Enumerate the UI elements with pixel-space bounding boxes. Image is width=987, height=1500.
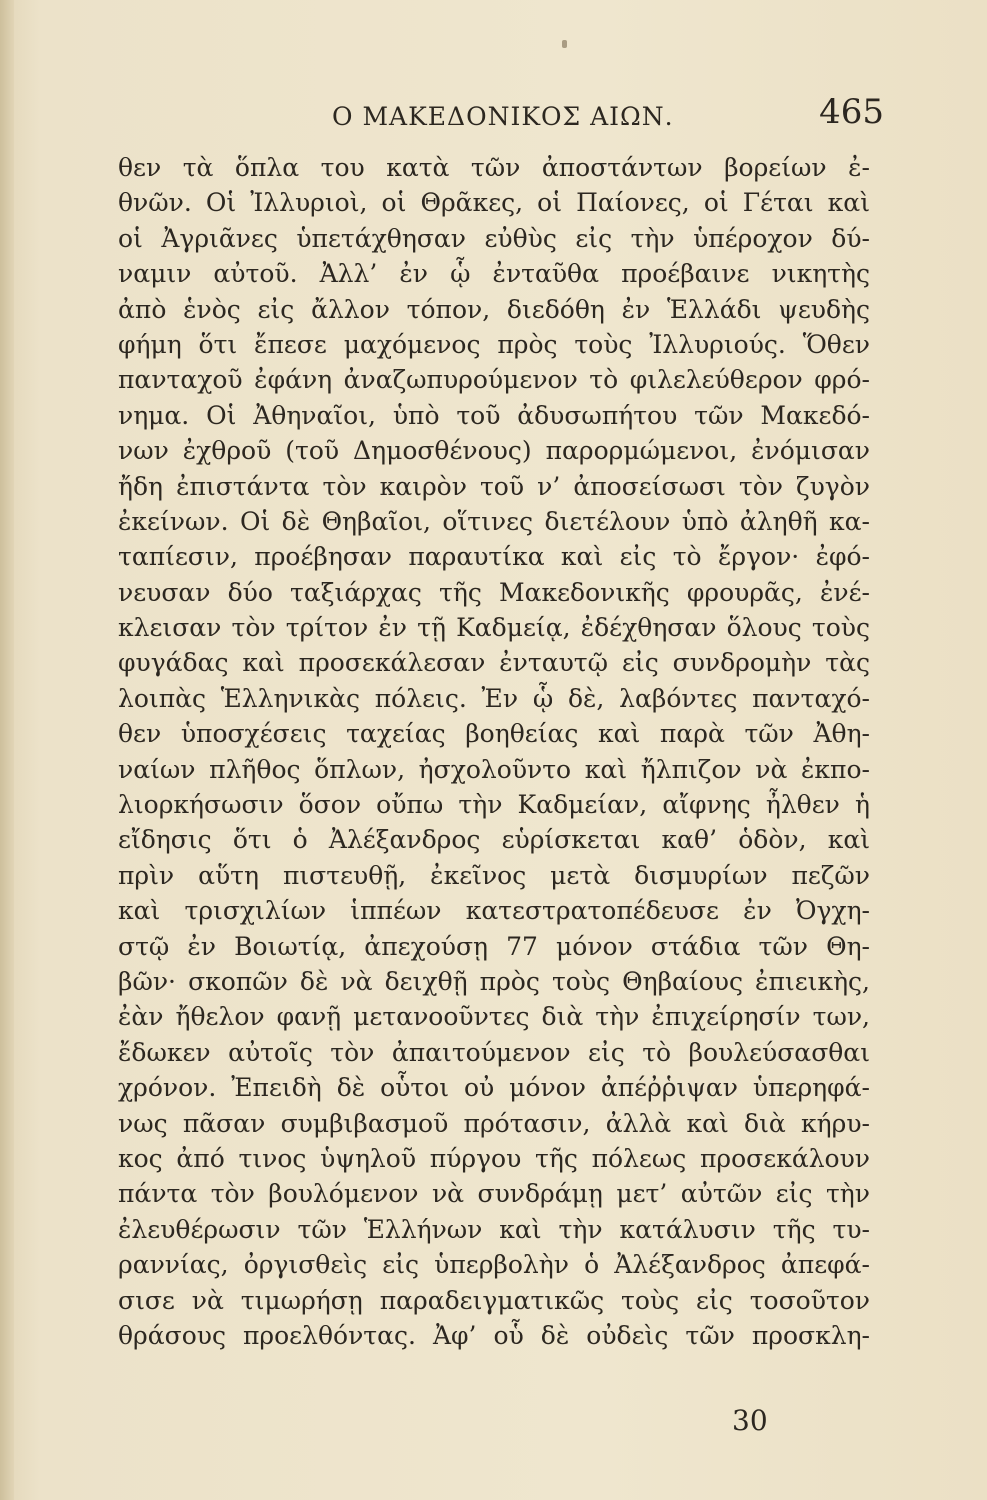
text-line: νημα. Οἱ Ἀθηναῖοι, ὑπὸ τοῦ ἀδυσωπήτου τῶν Μακεδό- [118,400,870,430]
text-line: κος ἀπό τινος ὑψηλοῦ πύργου τῆς πόλεως προσεκάλουν [118,1143,870,1173]
text-line: κλεισαν τὸν τρίτον ἐν τῇ Καδμείᾳ, ἐδέχθησαν ὅλους τοὺς [118,613,870,643]
ink-speck [562,40,567,48]
text-line: λοιπὰς Ἑλληνικὰς πόλεις. Ἐν ᾧ δὲ, λαβόντες πανταχό- [118,683,870,713]
running-title: Ο ΜΑΚΕΔΟΝΙΚΟΣ ΑΙΩΝ. [332,102,674,131]
text-line: ἐλευθέρωσιν τῶν Ἑλλήνων καὶ τὴν κατάλυσιν τῆς τυ- [118,1214,870,1244]
text-line: θράσους προελθόντας. Ἀφ’ οὗ δὲ οὐδεὶς τῶν προσκλη- [118,1320,870,1350]
text-line: πανταχοῦ ἐφάνη ἀναζωπυρούμενον τὸ φιλελεύθερον φρό- [118,365,870,395]
text-line: λιορκήσωσιν ὅσον οὔπω τὴν Καδμείαν, αἴφνης ἦλθεν ἡ [118,790,870,820]
text-line: θνῶν. Οἱ Ἰλλυριοὶ, οἱ Θρᾶκες, οἱ Παίονες, οἱ Γέται καὶ [118,188,870,218]
text-line: πάντα τὸν βουλόμενον νὰ συνδράμῃ μετ’ αὐτῶν εἰς τὴν [118,1179,870,1209]
text-line: στῷ ἐν Βοιωτίᾳ, ἀπεχούσῃ 77 μόνον στάδια τῶν Θη- [118,931,870,961]
text-line: ἐὰν ἤθελον φανῇ μετανοοῦντες διὰ τὴν ἐπιχείρησίν των, [118,1002,870,1032]
body-text [118,150,870,1353]
page-number: 465 [819,92,884,132]
text-line: νευσαν δύο ταξιάρχας τῆς Μακεδονικῆς φρουρᾶς, ἐνέ- [118,577,870,607]
text-line: εἴδησις ὅτι ὁ Ἀλέξανδρος εὑρίσκεται καθ’ ὁδὸν, καὶ [118,825,870,855]
text-line: θεν ὑποσχέσεις ταχείας βοηθείας καὶ παρὰ τῶν Ἀθη- [118,719,870,749]
text-line: ἤδη ἐπιστάντα τὸν καιρὸν τοῦ ν’ ἀποσείσωσι τὸν ζυγὸν [118,471,870,501]
text-line: νως πᾶσαν συμβιβασμοῦ πρότασιν, ἀλλὰ καὶ διὰ κήρυ- [118,1108,870,1138]
text-line: θεν τὰ ὅπλα του κατὰ τῶν ἀποστάντων βορείων ἐ- [118,153,870,182]
text-line: φήμη ὅτι ἔπεσε μαχόμενος πρὸς τοὺς Ἰλλυριούς. Ὅθεν [118,329,870,359]
text-line: ναίων πλῆθος ὅπλων, ἠσχολοῦντο καὶ ἤλπιζον νὰ ἐκπο- [118,754,870,784]
text-line: ταπίεσιν, προέβησαν παραυτίκα καὶ εἰς τὸ ἔργον· ἐφό- [118,542,870,572]
text-line: ἀπὸ ἑνὸς εἰς ἄλλον τόπον, διεδόθη ἐν Ἑλλάδι ψευδὴς [118,294,870,324]
page-header [118,92,888,142]
text-line: φυγάδας καὶ προσεκάλεσαν ἐνταυτῷ εἰς συνδρομὴν τὰς [118,648,870,678]
signature-mark: 30 [732,1404,768,1437]
text-line: οἱ Ἀγριᾶνες ὑπετάχθησαν εὐθὺς εἰς τὴν ὑπέροχον δύ- [118,223,870,253]
text-line: νων ἐχθροῦ (τοῦ Δημοσθένους) παρορμώμενοι, ἐνόμισαν [118,436,870,466]
text-line: πρὶν αὕτη πιστευθῇ, ἐκεῖνος μετὰ δισμυρίων πεζῶν [118,860,870,890]
text-line: ἔδωκεν αὐτοῖς τὸν ἀπαιτούμενον εἰς τὸ βουλεύσασθαι [118,1037,870,1067]
text-line: ναμιν αὐτοῦ. Ἀλλ’ ἐν ᾧ ἐνταῦθα προέβαινε νικητὴς [118,259,870,289]
text-line: ἐκείνων. Οἱ δὲ Θηβαῖοι, οἵτινες διετέλουν ὑπὸ ἀληθῆ κα- [118,506,870,536]
text-line: καὶ τρισχιλίων ἱππέων κατεστρατοπέδευσε ἐν Ὀγχη- [118,896,870,926]
text-line: βῶν· σκοπῶν δὲ νὰ δειχθῇ πρὸς τοὺς Θηβαίους ἐπιεικὴς, [118,966,870,996]
text-line: ραννίας, ὀργισθεὶς εἰς ὑπερβολὴν ὁ Ἀλέξανδρος ἀπεφά- [118,1250,870,1280]
text-line: σισε νὰ τιμωρήσῃ παραδειγματικῶς τοὺς εἰς τοσοῦτον [118,1285,870,1315]
page-binding-edge [0,0,14,1500]
text-line: χρόνον. Ἐπειδὴ δὲ οὗτοι οὐ μόνον ἀπέῤῥιψαν ὑπερηφά- [118,1073,870,1103]
